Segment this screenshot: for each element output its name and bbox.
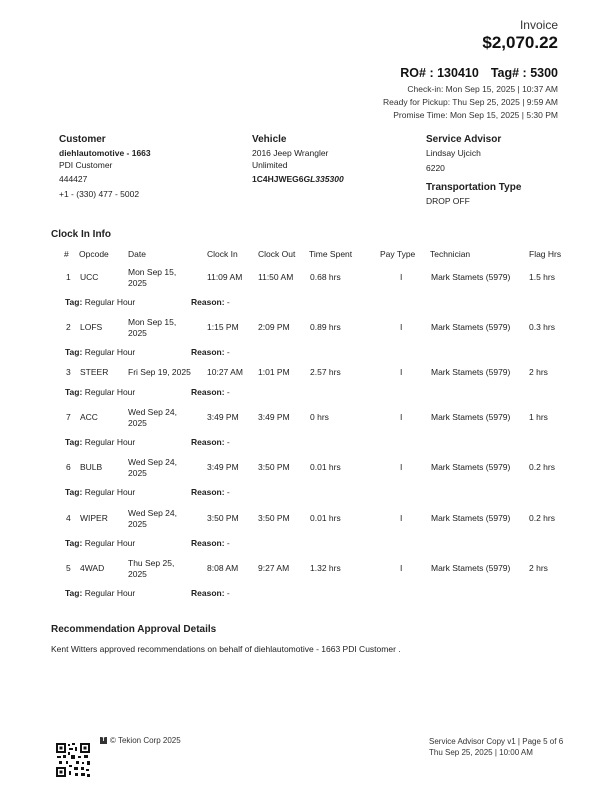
date-line-2: 2025 bbox=[128, 418, 147, 428]
cell-clock-out: 11:50 AM bbox=[258, 272, 294, 282]
reason-label: Reason: bbox=[191, 538, 225, 548]
cell-clock-out: 3:50 PM bbox=[258, 513, 290, 523]
ready-time: Ready for Pickup: Thu Sep 25, 2025 | 9:59 AM bbox=[383, 97, 558, 107]
cell-clock-in: 3:49 PM bbox=[207, 412, 239, 422]
cell-flag-hrs: 1.5 hrs bbox=[529, 272, 555, 282]
ro-label: RO# : bbox=[400, 66, 434, 80]
reason-label: Reason: bbox=[191, 387, 225, 397]
cell-technician: Mark Stamets (5979) bbox=[431, 513, 511, 523]
cell-num: 3 bbox=[66, 367, 71, 377]
reason-label: Reason: bbox=[191, 588, 225, 598]
reason-value: - bbox=[226, 588, 230, 598]
row-reason bbox=[191, 588, 230, 598]
tag-label: Tag: bbox=[65, 538, 83, 548]
customer-name-2: PDI Customer bbox=[59, 159, 113, 170]
reason-value: - bbox=[226, 437, 230, 447]
customer-name: diehlautomotive - 1663 bbox=[59, 148, 151, 158]
tag-value: Regular Hour bbox=[84, 387, 136, 397]
tag-value: Regular Hour bbox=[84, 347, 136, 357]
advisor-heading: Service Advisor bbox=[426, 134, 502, 145]
cell-time-spent: 0.01 hrs bbox=[310, 513, 341, 523]
row-tag bbox=[65, 297, 135, 307]
cell-clock-out: 1:01 PM bbox=[258, 367, 290, 377]
date-line-2: 2025 bbox=[128, 468, 147, 478]
cell-num: 4 bbox=[66, 513, 71, 523]
cell-date bbox=[128, 367, 191, 378]
reason-label: Reason: bbox=[191, 297, 225, 307]
copy-info: Service Advisor Copy v1 | Page 5 of 6 bbox=[429, 737, 564, 746]
cell-clock-in: 8:08 AM bbox=[207, 563, 239, 573]
tag-number: 5300 bbox=[530, 66, 558, 80]
customer-heading: Customer bbox=[59, 134, 106, 145]
cell-flag-hrs: 2 hrs bbox=[529, 367, 548, 377]
reason-value: - bbox=[226, 387, 230, 397]
cell-pay-type: I bbox=[400, 462, 403, 472]
cell-time-spent: 0.68 hrs bbox=[310, 272, 341, 282]
cell-pay-type: I bbox=[400, 563, 403, 573]
cell-clock-out: 3:49 PM bbox=[258, 412, 290, 422]
customer-phone: +1 - (330) 477 - 5002 bbox=[59, 188, 140, 199]
cell-technician: Mark Stamets (5979) bbox=[431, 563, 511, 573]
date-line-2: 2025 bbox=[128, 328, 147, 338]
row-reason bbox=[191, 387, 230, 397]
tag-value: Regular Hour bbox=[84, 487, 136, 497]
cell-flag-hrs: 0.2 hrs bbox=[529, 462, 555, 472]
cell-technician: Mark Stamets (5979) bbox=[431, 462, 511, 472]
row-tag bbox=[65, 437, 135, 447]
cell-technician: Mark Stamets (5979) bbox=[431, 367, 511, 377]
qr-code-icon bbox=[55, 742, 91, 778]
cell-flag-hrs: 0.2 hrs bbox=[529, 513, 555, 523]
cell-date bbox=[128, 407, 177, 429]
tag-label: Tag: bbox=[65, 387, 83, 397]
date-line-1: Mon Sep 15, bbox=[128, 317, 177, 327]
cell-clock-in: 3:49 PM bbox=[207, 462, 239, 472]
cell-flag-hrs: 2 hrs bbox=[529, 563, 548, 573]
cell-clock-in: 3:50 PM bbox=[207, 513, 239, 523]
tag-value: Regular Hour bbox=[84, 437, 136, 447]
date-line-2: 2025 bbox=[128, 519, 147, 529]
cell-time-spent: 2.57 hrs bbox=[310, 367, 341, 377]
cell-pay-type: I bbox=[400, 367, 403, 377]
cell-clock-out: 3:50 PM bbox=[258, 462, 290, 472]
tekion-copyright bbox=[100, 736, 181, 745]
recommendation-text: Kent Witters approved recommendations on behalf of diehlautomotive - 1663 PDI Customer . bbox=[51, 644, 401, 654]
cell-num: 5 bbox=[66, 563, 71, 573]
cell-opcode: STEER bbox=[80, 367, 109, 377]
tag-value: Regular Hour bbox=[84, 297, 136, 307]
row-reason bbox=[191, 297, 230, 307]
reason-label: Reason: bbox=[191, 487, 225, 497]
col-header: # bbox=[64, 249, 69, 259]
promise-time: Promise Time: Mon Sep 15, 2025 | 5:30 PM bbox=[393, 110, 558, 120]
cell-time-spent: 0 hrs bbox=[310, 412, 329, 422]
reason-value: - bbox=[226, 538, 230, 548]
row-tag bbox=[65, 487, 135, 497]
advisor-block bbox=[426, 134, 501, 174]
reason-label: Reason: bbox=[191, 437, 225, 447]
cell-technician: Mark Stamets (5979) bbox=[431, 322, 511, 332]
tag-value: Regular Hour bbox=[84, 538, 136, 548]
cell-date bbox=[128, 457, 177, 479]
col-header: Time Spent bbox=[309, 249, 353, 259]
reason-value: - bbox=[226, 487, 230, 497]
col-header: Date bbox=[128, 249, 146, 259]
vehicle-model: 2016 Jeep Wrangler bbox=[252, 148, 329, 158]
row-tag bbox=[65, 347, 135, 357]
invoice-amount: $2,070.22 bbox=[482, 33, 558, 52]
advisor-name: Lindsay Ujcich bbox=[426, 148, 481, 158]
row-tag bbox=[65, 588, 135, 598]
footer-right bbox=[429, 737, 563, 758]
copyright-text: © Tekion Corp 2025 bbox=[110, 736, 181, 745]
row-reason bbox=[191, 538, 230, 548]
cell-clock-out: 2:09 PM bbox=[258, 322, 290, 332]
cell-clock-in: 10:27 AM bbox=[207, 367, 243, 377]
cell-technician: Mark Stamets (5979) bbox=[431, 272, 511, 282]
date-line-1: Wed Sep 24, bbox=[128, 407, 177, 417]
col-header: Technician bbox=[430, 249, 471, 259]
transport-value: DROP OFF bbox=[426, 196, 470, 206]
vin-prefix: 1C4HJWEG6 bbox=[252, 174, 304, 184]
cell-date bbox=[128, 267, 176, 289]
date-line-1: Wed Sep 24, bbox=[128, 508, 177, 518]
vehicle-heading: Vehicle bbox=[252, 134, 287, 145]
reason-value: - bbox=[226, 297, 230, 307]
cell-technician: Mark Stamets (5979) bbox=[431, 412, 511, 422]
tekion-logo-icon: T bbox=[101, 737, 106, 743]
cell-num: 6 bbox=[66, 462, 71, 472]
date-line-2: 2025 bbox=[128, 278, 147, 288]
cell-clock-in: 1:15 PM bbox=[207, 322, 239, 332]
col-header: Clock In bbox=[207, 249, 238, 259]
date-line-1: Mon Sep 15, bbox=[128, 267, 177, 277]
cell-date bbox=[128, 508, 177, 530]
tag-label: Tag: bbox=[65, 297, 83, 307]
vehicle-vin bbox=[252, 174, 344, 186]
row-tag bbox=[65, 538, 135, 548]
cell-flag-hrs: 1 hrs bbox=[529, 412, 548, 422]
tag-label: Tag: bbox=[65, 487, 83, 497]
cell-time-spent: 1.32 hrs bbox=[310, 563, 341, 573]
cell-opcode: ACC bbox=[80, 412, 98, 422]
cell-num: 7 bbox=[66, 412, 71, 422]
date-line-1: Thu Sep 25, bbox=[128, 558, 175, 568]
cell-opcode: UCC bbox=[80, 272, 99, 282]
reason-value: - bbox=[226, 347, 230, 357]
tag-label: Tag# : bbox=[490, 66, 527, 80]
cell-opcode: BULB bbox=[80, 462, 103, 472]
row-reason bbox=[191, 347, 230, 357]
date-line-1: Wed Sep 24, bbox=[128, 457, 177, 467]
cell-num: 2 bbox=[66, 322, 71, 332]
cell-opcode: 4WAD bbox=[80, 563, 105, 573]
customer-number: 444427 bbox=[59, 174, 88, 184]
clock-in-title: Clock In Info bbox=[51, 229, 111, 240]
cell-pay-type: I bbox=[400, 272, 403, 282]
cell-num: 1 bbox=[66, 272, 71, 282]
cell-opcode: WIPER bbox=[80, 513, 108, 523]
tag-label: Tag: bbox=[65, 437, 83, 447]
cell-date bbox=[128, 317, 176, 339]
cell-pay-type: I bbox=[400, 412, 403, 422]
row-tag bbox=[65, 387, 135, 397]
recommendation-title: Recommendation Approval Details bbox=[51, 624, 217, 635]
printed-time: Thu Sep 25, 2025 | 10:00 AM bbox=[429, 747, 533, 757]
cell-time-spent: 0.01 hrs bbox=[310, 462, 341, 472]
ro-tag-line bbox=[383, 66, 558, 80]
checkin-time: Check-in: Mon Sep 15, 2025 | 10:37 AM bbox=[407, 84, 558, 94]
vin-suffix: GL335300 bbox=[303, 174, 344, 184]
transport-block bbox=[426, 182, 521, 208]
col-header: Clock Out bbox=[258, 249, 296, 259]
vehicle-trim: Unlimited bbox=[252, 159, 288, 170]
tag-label: Tag: bbox=[65, 588, 83, 598]
advisor-id: 6220 bbox=[426, 162, 445, 173]
document-title: Invoice bbox=[519, 18, 558, 32]
cell-pay-type: I bbox=[400, 322, 403, 332]
cell-clock-out: 9:27 AM bbox=[258, 563, 290, 573]
col-header: Opcode bbox=[79, 249, 109, 259]
date-line-1: Fri Sep 19, 2025 bbox=[128, 367, 191, 377]
cell-pay-type: I bbox=[400, 513, 403, 523]
cell-clock-in: 11:09 AM bbox=[207, 272, 243, 282]
cell-flag-hrs: 0.3 hrs bbox=[529, 322, 555, 332]
col-header: Pay Type bbox=[380, 249, 416, 259]
vehicle-block bbox=[252, 134, 344, 186]
transport-heading: Transportation Type bbox=[426, 182, 522, 193]
date-line-2: 2025 bbox=[128, 569, 147, 579]
customer-block bbox=[59, 134, 151, 200]
cell-time-spent: 0.89 hrs bbox=[310, 322, 341, 332]
ro-number: 130410 bbox=[437, 66, 479, 80]
tag-value: Regular Hour bbox=[84, 588, 136, 598]
row-reason bbox=[191, 437, 230, 447]
col-header: Flag Hrs bbox=[529, 249, 562, 259]
tag-label: Tag: bbox=[65, 347, 83, 357]
invoice-header bbox=[383, 18, 558, 122]
reason-label: Reason: bbox=[191, 347, 225, 357]
cell-opcode: LOFS bbox=[80, 322, 103, 332]
row-reason bbox=[191, 487, 230, 497]
cell-date bbox=[128, 558, 174, 580]
